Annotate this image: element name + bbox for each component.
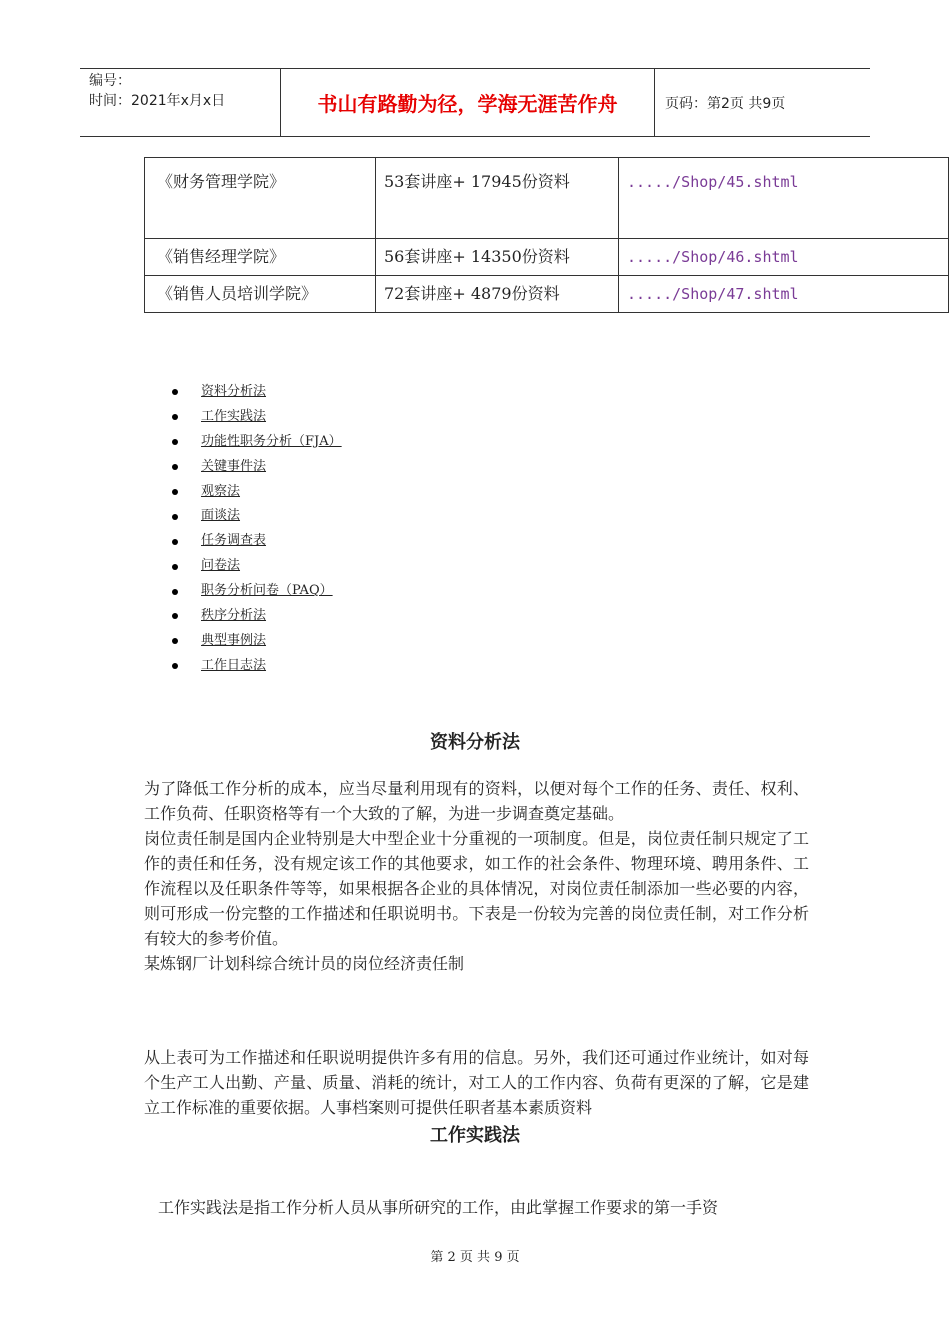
table-row xyxy=(145,239,949,276)
bullet-icon xyxy=(172,589,178,595)
table-cell-link[interactable]: ...../Shop/47.shtml xyxy=(619,276,949,313)
bullet-icon xyxy=(172,389,178,395)
method-link[interactable]: 资料分析法 xyxy=(201,384,267,399)
list-item xyxy=(172,455,342,480)
paragraph: 某炼钢厂计划科综合统计员的岗位经济责任制 xyxy=(144,954,465,973)
method-link-list xyxy=(172,380,342,679)
bullet-icon xyxy=(172,539,178,545)
paragraph: 工作实践法是指工作分析人员从事所研究的工作，由此掌握工作要求的第一手资 xyxy=(158,1198,719,1217)
table-row xyxy=(145,158,949,239)
list-item xyxy=(172,629,342,654)
table-cell-name: 《销售人员培训学院》 xyxy=(145,276,376,313)
table-cell-link[interactable]: ...../Shop/46.shtml xyxy=(619,239,949,276)
list-item xyxy=(172,529,342,554)
table-cell-content: 56套讲座+ 14350份资料 xyxy=(376,239,619,276)
method-link[interactable]: 工作日志法 xyxy=(201,657,267,673)
table-cell-name: 《财务管理学院》 xyxy=(145,158,376,239)
bullet-icon xyxy=(172,638,178,644)
bullet-icon xyxy=(172,613,178,619)
list-item xyxy=(172,579,342,604)
table-cell-content: 53套讲座+ 17945份资料 xyxy=(376,158,619,239)
section-title: 工作实践法 xyxy=(430,1125,520,1146)
bullet-icon xyxy=(172,439,178,445)
paragraph: 岗位责任制是国内企业特别是大中型企业十分重视的一项制度。但是，岗位责任制只规定了工作的责任和任务，没有规定该工作的其他要求，如工作的社会条件、物理环境、聘用条件、工作流程以及任职条件等等，如果根据各企业的具体情况，对岗位责任制添加一些必要的内容，则可形成一份完整的工作描述和任职说明书。下表是一份较为完善的岗位责任制，对工作分析有较大的参考价值。 xyxy=(144,829,809,948)
list-item xyxy=(172,380,342,405)
method-link[interactable]: 关键事件法 xyxy=(201,458,267,474)
list-item xyxy=(172,405,342,430)
document-number-label: 编号： xyxy=(89,73,131,89)
bullet-icon xyxy=(172,564,178,570)
bullet-icon xyxy=(172,663,178,669)
list-item xyxy=(172,480,342,505)
list-item xyxy=(172,430,342,455)
list-item xyxy=(172,654,342,679)
list-item xyxy=(172,504,342,529)
method-link[interactable]: 工作实践法 xyxy=(201,408,267,424)
bullet-icon xyxy=(172,514,178,520)
method-link[interactable]: 问卷法 xyxy=(201,558,241,574)
page-header xyxy=(80,68,870,137)
document-date-label: 时间：2021年x月x日 xyxy=(89,93,226,109)
table-row xyxy=(145,276,949,313)
paragraph: 为了降低工作分析的成本，应当尽量利用现有的资料，以便对每个工作的任务、责任、权利、工作负荷、任职资格等有一个大致的了解，为进一步调查奠定基础。 xyxy=(144,779,809,823)
method-link[interactable]: 任务调查表 xyxy=(201,533,267,549)
list-item xyxy=(172,604,342,629)
table-cell-content: 72套讲座+ 4879份资料 xyxy=(376,276,619,313)
bullet-icon xyxy=(172,489,178,495)
method-link[interactable]: 典型事例法 xyxy=(201,632,267,648)
section-title: 资料分析法 xyxy=(430,732,520,753)
resource-table xyxy=(144,157,949,313)
bullet-icon xyxy=(172,414,178,420)
table-cell-name: 《销售经理学院》 xyxy=(145,239,376,276)
paragraph: 从上表可为工作描述和任职说明提供许多有用的信息。另外，我们还可通过作业统计，如对每个生产工人出勤、产量、质量、消耗的统计，对工人的工作内容、负荷有更深的了解，它是建立工作标准的重要依据。人事档案则可提供任职者基本素质资料 xyxy=(144,1048,809,1117)
header-meta xyxy=(80,69,281,136)
page-footer: 第 2 页 共 9 页 xyxy=(430,1250,520,1265)
method-link[interactable]: 秩序分析法 xyxy=(201,608,267,624)
header-motto: 书山有路勤为径，学海无涯苦作舟 xyxy=(281,69,655,136)
table-cell-link[interactable]: ...../Shop/45.shtml xyxy=(619,158,949,239)
bullet-icon xyxy=(172,464,178,470)
method-link[interactable]: 职务分析问卷（PAQ） xyxy=(201,583,333,599)
header-page-info: 页码：第2页 共9页 xyxy=(665,95,786,112)
list-item xyxy=(172,554,342,579)
method-link[interactable]: 面谈法 xyxy=(201,508,241,524)
method-link[interactable]: 功能性职务分析（FJA） xyxy=(201,433,342,449)
method-link[interactable]: 观察法 xyxy=(201,483,241,499)
